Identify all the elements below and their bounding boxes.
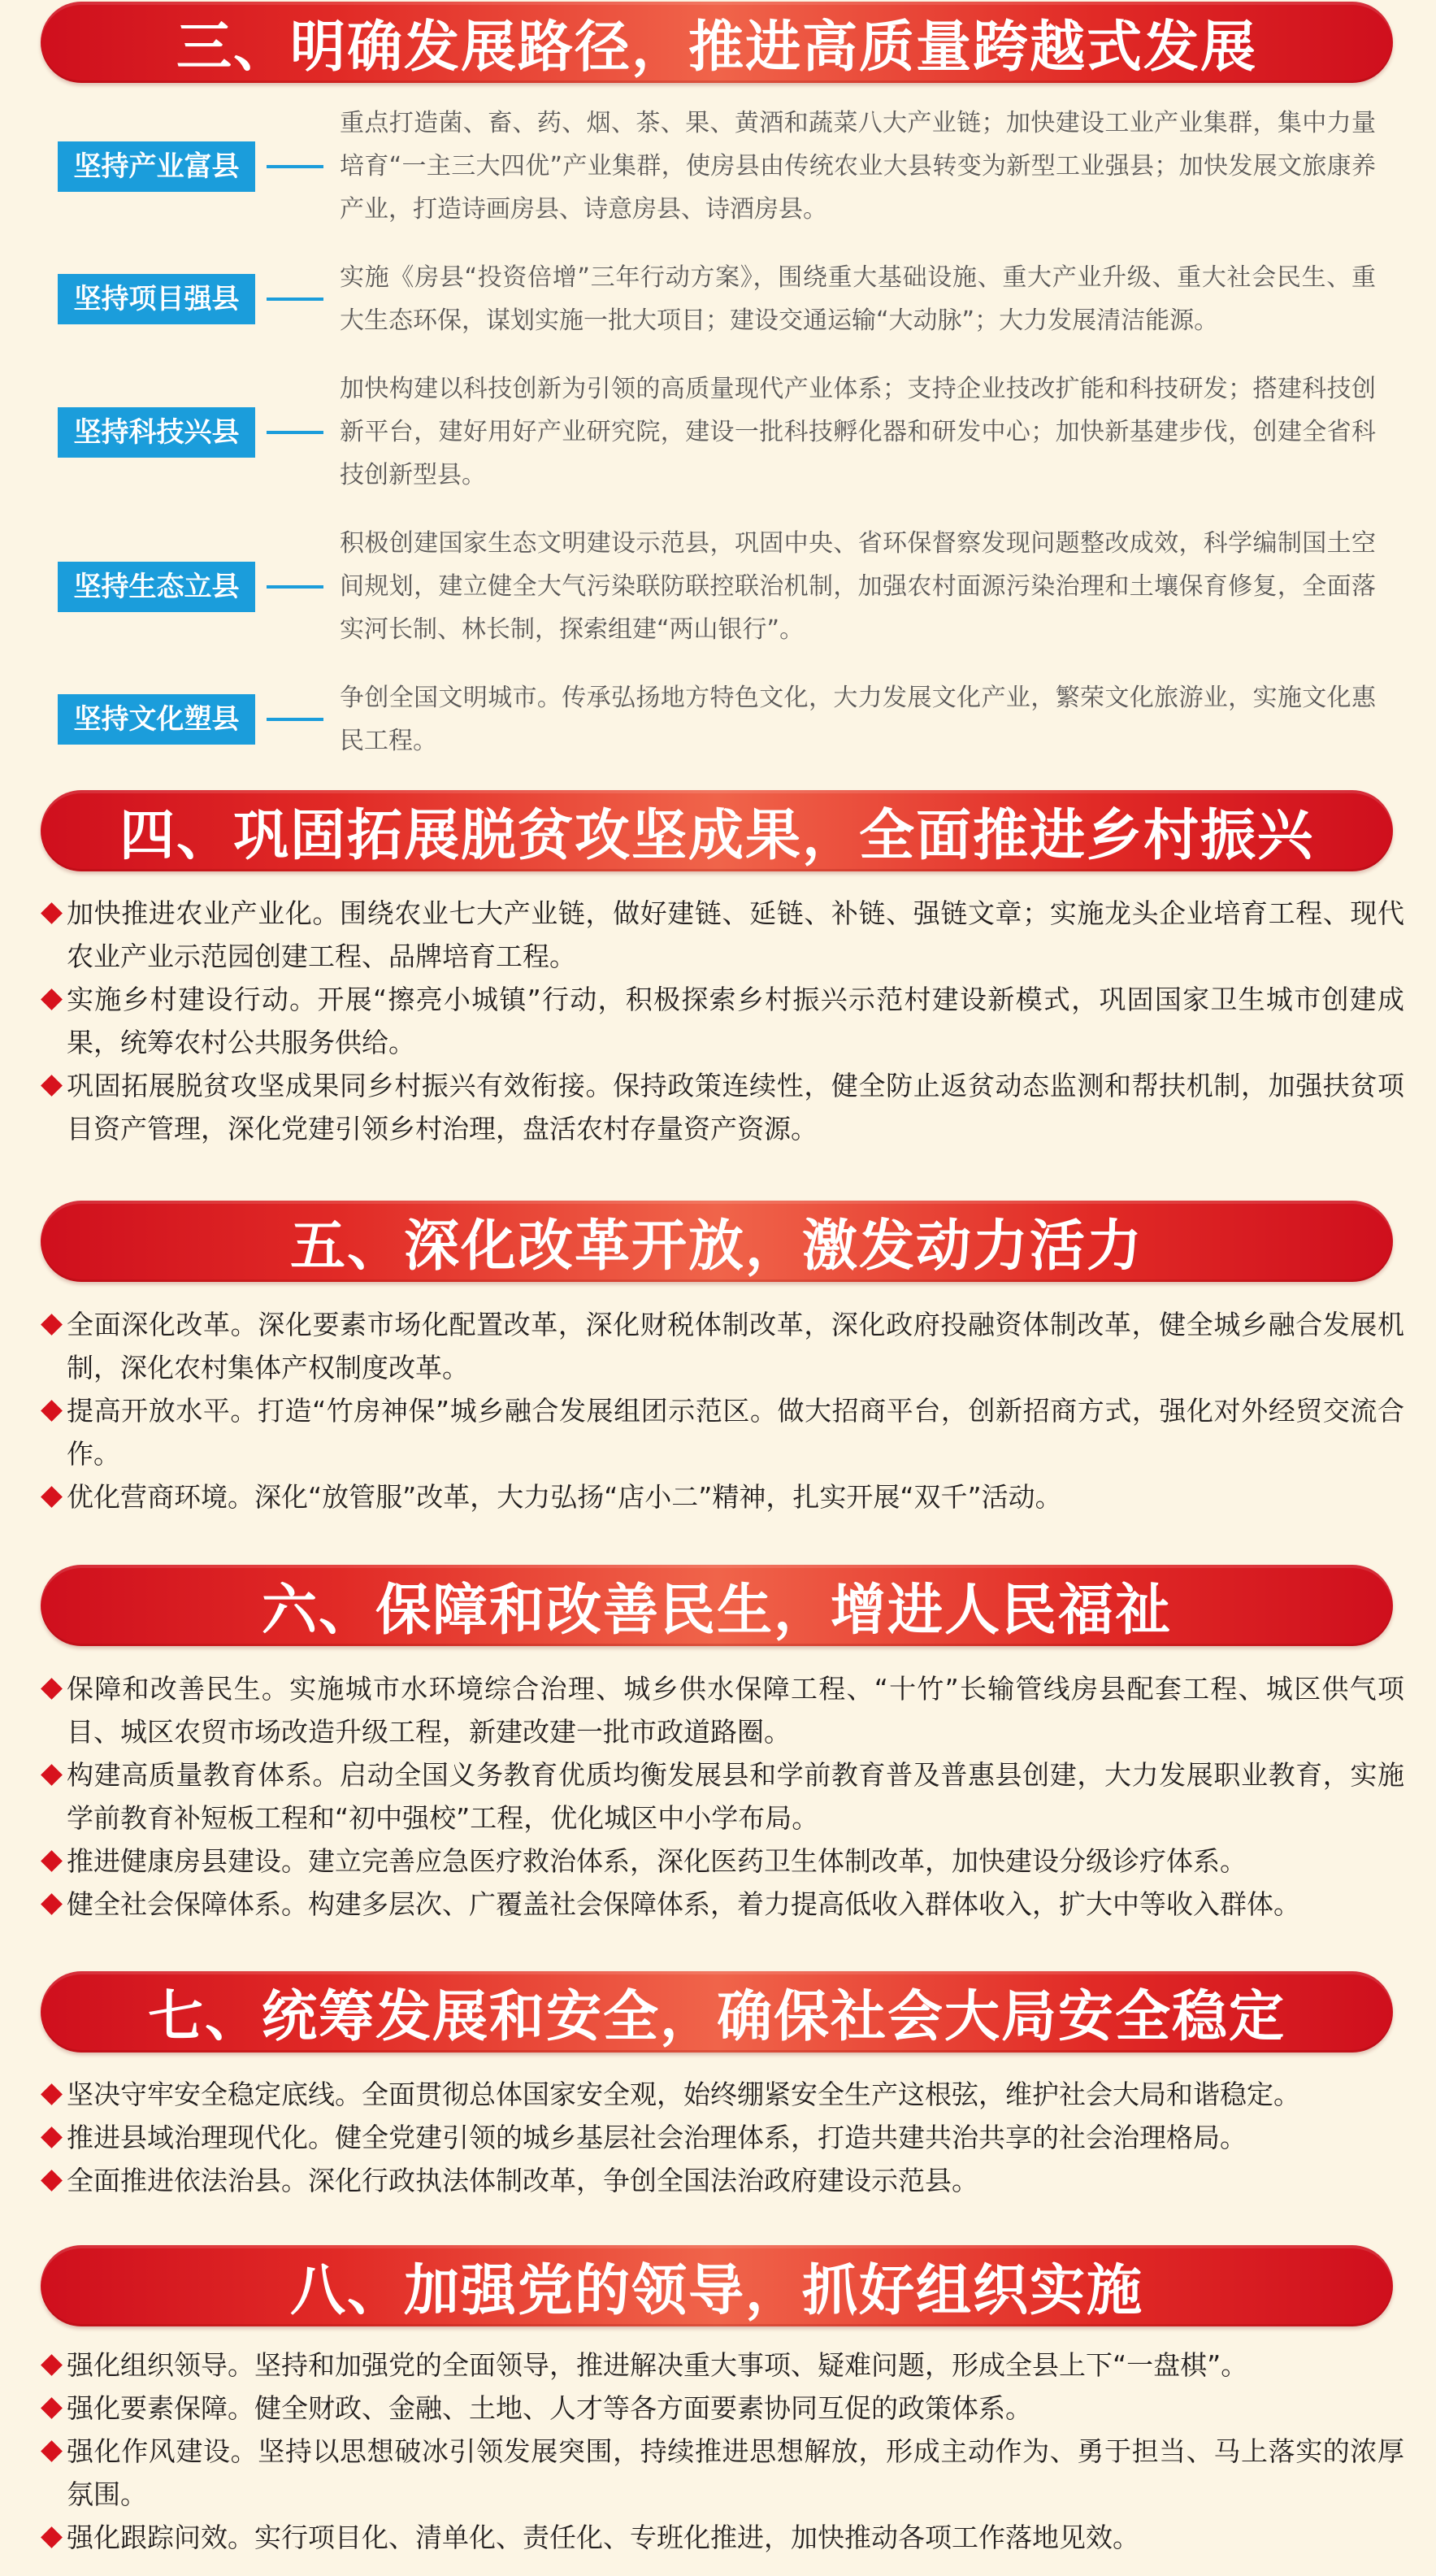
- item-lead: 全面推进依法治县。: [67, 2165, 308, 2196]
- strategy-row: [58, 256, 1382, 342]
- item-text: 实行项目化、清单化、责任化、专班化推进，加快推动各项工作落地见效。: [254, 2522, 1139, 2553]
- connector-line: [267, 431, 323, 434]
- item-lead: 强化作风建设。: [67, 2435, 258, 2467]
- item-lead: 健全社会保障体系。: [67, 1888, 308, 1920]
- strategy-description: 争创全国文明城市。传承弘扬地方特色文化，大力发展文化产业，繁荣文化旅游业，实施文化惠民工程。: [340, 684, 1376, 755]
- item-text: 打造“竹房神保”城乡融合发展组团示范区。做大招商平台，创新招商方式，强化对外经贸交流合作。: [67, 1395, 1405, 1470]
- diamond-bullet-icon: [41, 1400, 63, 1422]
- strategy-tag: 坚持生态立县: [58, 562, 255, 612]
- item-text: 开展“擦亮小城镇”行动，积极探索乡村振兴示范村建设新模式，巩固国家卫生城市创建成果，统筹农村公共服务供给。: [67, 984, 1404, 1058]
- section-banner-3: [41, 2, 1393, 83]
- diamond-bullet-icon: [41, 2170, 63, 2192]
- list-item: [39, 892, 1404, 978]
- item-lead: 推进县域治理现代化。: [67, 2122, 335, 2153]
- item-text: 实施城市水环境综合治理、城乡供水保障工程、“十竹”长输管线房县配套工程、城区供气项目、城区农贸市场改造升级工程，新建改建一批市政道路圈。: [67, 1673, 1404, 1748]
- connector-line: [267, 165, 323, 168]
- item-lead: 构建高质量教育体系。: [67, 1759, 341, 1791]
- diamond-bullet-icon: [41, 2397, 63, 2419]
- section-banner-8: [41, 2245, 1393, 2326]
- strategy-tag: 坚持科技兴县: [58, 407, 255, 458]
- item-text: 保持政策连续性，健全防止返贫动态监测和帮扶机制，加强扶贫项目资产管理，深化党建引领乡村治理，盘活农村存量资产资源。: [67, 1070, 1405, 1145]
- strategy-description: 实施《房县“投资倍增”三年行动方案》，围绕重大基础设施、重大产业升级、重大社会民生、重大生态环保，谋划实施一批大项目；建设交通运输“大动脉”；大力发展清洁能源。: [340, 263, 1376, 335]
- item-text: 深化行政执法体制改革，争创全国法治政府建设示范县。: [308, 2165, 978, 2196]
- list-item: [39, 1303, 1404, 1389]
- item-text: 深化“放管服”改革，大力弘扬“店小二”精神，扎实开展“双千”活动。: [254, 1481, 1062, 1513]
- item-lead: 强化跟踪问效。: [67, 2522, 254, 2553]
- list-item: [39, 1389, 1404, 1475]
- list-item: [39, 2516, 1404, 2559]
- strategy-list: [58, 102, 1382, 762]
- diamond-bullet-icon: [41, 1075, 63, 1097]
- section-title: 四、巩固拓展脱贫攻坚成果，全面推进乡村振兴: [119, 803, 1314, 868]
- diamond-bullet-icon: [41, 1678, 63, 1700]
- section-banner-7: [41, 1971, 1393, 2053]
- item-lead: 加快推进农业产业化。: [67, 897, 341, 929]
- item-lead: 保障和改善民生。: [67, 1673, 290, 1705]
- diamond-bullet-icon: [41, 1850, 63, 1872]
- diamond-bullet-icon: [41, 1314, 63, 1336]
- strategy-tag: 坚持项目强县: [58, 274, 255, 324]
- bullet-list: [39, 1667, 1404, 1926]
- list-item: [39, 2387, 1404, 2430]
- strategy-row: [58, 522, 1382, 651]
- diamond-bullet-icon: [41, 2083, 63, 2105]
- item-lead: 全面深化改革。: [67, 1309, 258, 1340]
- item-text: 健全党建引领的城乡基层社会治理体系，打造共建共治共享的社会治理格局。: [335, 2122, 1247, 2153]
- bullet-list: [39, 2344, 1404, 2559]
- item-text: 全面贯彻总体国家安全观，始终绷紧安全生产这根弦，维护社会大局和谐稳定。: [362, 2079, 1300, 2110]
- section-title: 六、保障和改善民生，增进人民福祉: [261, 1578, 1172, 1643]
- item-lead: 优化营商环境。: [67, 1481, 254, 1513]
- list-item: [39, 2344, 1404, 2387]
- item-text: 健全财政、金融、土地、人才等各方面要素协同互促的政策体系。: [254, 2392, 1032, 2424]
- section-banner-5: [41, 1201, 1393, 1282]
- diamond-bullet-icon: [41, 1764, 63, 1786]
- item-lead: 强化要素保障。: [67, 2392, 254, 2424]
- list-item: [39, 978, 1404, 1064]
- section-title: 七、统筹发展和安全，确保社会大局安全稳定: [147, 1984, 1286, 2049]
- diamond-bullet-icon: [41, 902, 63, 924]
- strategy-row: [58, 676, 1382, 762]
- diamond-bullet-icon: [41, 2354, 63, 2376]
- diamond-bullet-icon: [41, 2526, 63, 2548]
- item-lead: 坚决守牢安全稳定底线。: [67, 2079, 362, 2110]
- item-lead: 巩固拓展脱贫攻坚成果同乡村振兴有效衔接。: [67, 1070, 614, 1101]
- strategy-row: [58, 102, 1382, 231]
- item-text: 深化要素市场化配置改革，深化财税体制改革，深化政府投融资体制改革，健全城乡融合发展机制，深化农村集体产权制度改革。: [67, 1309, 1405, 1384]
- connector-line: [267, 585, 323, 589]
- item-lead: 实施乡村建设行动。: [67, 984, 318, 1015]
- strategy-tag: 坚持产业富县: [58, 141, 255, 192]
- list-item: [39, 2116, 1404, 2159]
- section-title: 八、加强党的领导，抓好组织实施: [289, 2258, 1143, 2323]
- item-lead: 强化组织领导。: [67, 2349, 254, 2381]
- diamond-bullet-icon: [41, 1486, 63, 1508]
- list-item: [39, 1753, 1404, 1840]
- connector-line: [267, 298, 323, 301]
- list-item: [39, 2073, 1404, 2116]
- item-text: 建立完善应急医疗救治体系，深化医药卫生体制改革，加快建设分级诊疗体系。: [308, 1845, 1247, 1877]
- diamond-bullet-icon: [41, 988, 63, 1010]
- strategy-row: [58, 367, 1382, 497]
- bullet-list: [39, 892, 1404, 1150]
- item-lead: 提高开放水平。: [67, 1395, 258, 1427]
- item-text: 坚持以思想破冰引领发展突围，持续推进思想解放，形成主动作为、勇于担当、马上落实的浓厚氛围。: [67, 2435, 1405, 2510]
- strategy-description: 加快构建以科技创新为引领的高质量现代产业体系；支持企业技改扩能和科技研发；搭建科技创新平台，建好用好产业研究院，建设一批科技孵化器和研发中心；加快新基建步伐，创建全省科技创新型县。: [340, 375, 1376, 489]
- item-text: 构建多层次、广覆盖社会保障体系，着力提高低收入群体收入，扩大中等收入群体。: [308, 1888, 1300, 1920]
- list-item: [39, 2159, 1404, 2202]
- diamond-bullet-icon: [41, 1893, 63, 1915]
- list-item: [39, 1667, 1404, 1753]
- item-text: 坚持和加强党的全面领导，推进解决重大事项、疑难问题，形成全县上下“一盘棋”。: [254, 2349, 1248, 2381]
- strategy-description: 积极创建国家生态文明建设示范县，巩固中央、省环保督察发现问题整改成效，科学编制国土空间规划，建立健全大气污染联防联控联治机制，加强农村面源污染治理和土壤保育修复，全面落实河长制、林长制，探索组建“两山银行”。: [340, 529, 1376, 644]
- section-title: 三、明确发展路径，推进高质量跨越式发展: [176, 15, 1257, 80]
- list-item: [39, 2430, 1404, 2516]
- bullet-list: [39, 2073, 1404, 2202]
- list-item: [39, 1475, 1404, 1518]
- section-banner-4: [41, 790, 1393, 871]
- strategy-tag: 坚持文化塑县: [58, 694, 255, 745]
- diamond-bullet-icon: [41, 2126, 63, 2148]
- bullet-list: [39, 1303, 1404, 1518]
- item-text: 围绕农业七大产业链，做好建链、延链、补链、强链文章；实施龙头企业培育工程、现代农业产业示范园创建工程、品牌培育工程。: [67, 897, 1405, 972]
- item-text: 启动全国义务教育优质均衡发展县和学前教育普及普惠县创建，大力发展职业教育，实施学前教育补短板工程和“初中强校”工程，优化城区中小学布局。: [67, 1759, 1405, 1834]
- list-item: [39, 1840, 1404, 1883]
- list-item: [39, 1883, 1404, 1926]
- diamond-bullet-icon: [41, 2440, 63, 2462]
- list-item: [39, 1064, 1404, 1150]
- item-lead: 推进健康房县建设。: [67, 1845, 308, 1877]
- section-banner-6: [41, 1565, 1393, 1646]
- connector-line: [267, 718, 323, 721]
- section-title: 五、深化改革开放，激发动力活力: [289, 1214, 1143, 1279]
- strategy-description: 重点打造菌、畜、药、烟、茶、果、黄酒和蔬菜八大产业链；加快建设工业产业集群，集中力量培育“一主三大四优”产业集群，使房县由传统农业大县转变为新型工业强县；加快发展文旅康养产业，打造诗画房县、诗意房县、诗酒房县。: [340, 109, 1376, 224]
